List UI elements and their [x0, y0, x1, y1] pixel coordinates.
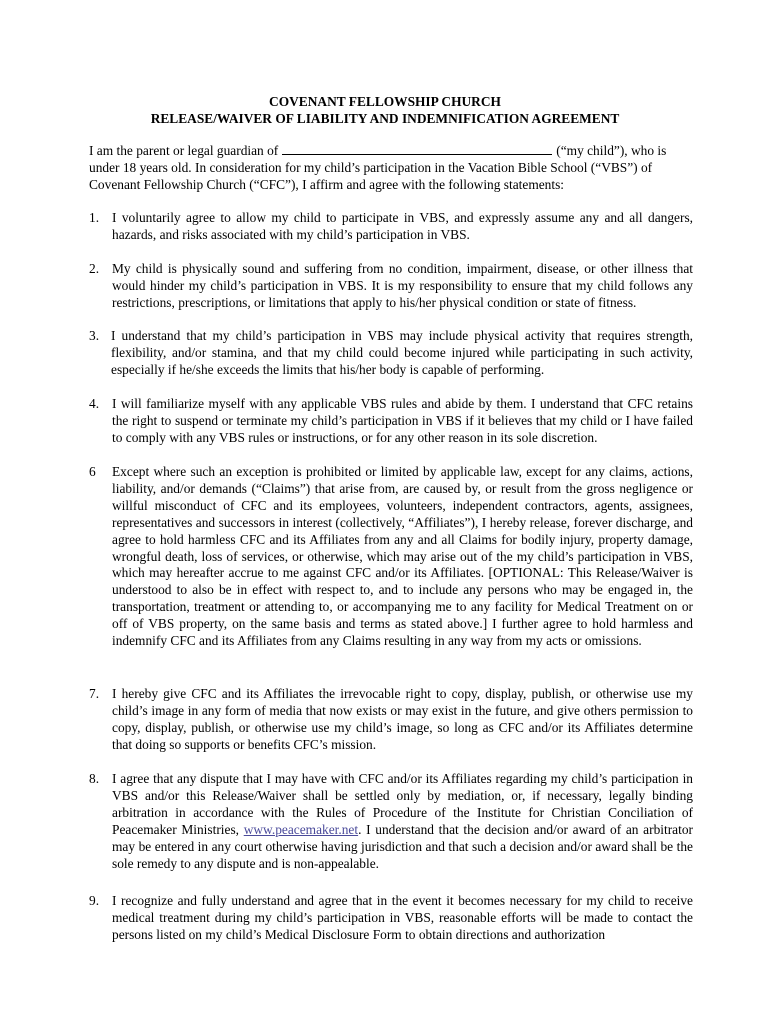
clause-number: 1.: [89, 210, 100, 225]
clause-text: Except where such an exception is prohibited or limited by applicable law, except for any claims, actions, liability, and/or demands (“Claims”) that arise from, are caused by, or result from the gross negligence or willful misconduct of CFC and its employees, volunteers, independent contractors, agents, assignees, representatives and successors in interest (collectively, “Affiliates”), I hereby release, forever discharge, and agree to hold harmless CFC and its Affiliates from any and all Claims for bodily injury, property damage, wrongful death, loss of services, or otherwise, which may arise out of the my child’s participation in VBS, which may hereafter accrue to me against CFC and/or its Affiliates. [OPTIONAL: This Release/Waiver is understood to also be in effect with respect to, and to include any persons who may be engaged in, the transportation, treatment or attending to, or accompanying me to any facility for Medical Treatment on or off of VBS property, on the same basis and terms as stated above.] I further agree to hold harmless and indemnify CFC and its Affiliates from any Claims resulting in any way from my acts or omissions.: [112, 464, 693, 649]
intro-lead-text: I am the parent or legal guardian of: [89, 143, 279, 158]
organization-name: COVENANT FELLOWSHIP CHURCH: [269, 94, 501, 109]
clause-number: 9.: [89, 893, 100, 908]
clause-2: [89, 261, 693, 312]
clause-text: I understand that my child’s participation in VBS may include physical activity that requires strength, flexibility, and/or stamina, and that my child could become injured while participating in such activity, especially if he/she exceeds the limits that his/her body is capable of performing.: [111, 328, 693, 377]
clause-3: [89, 328, 693, 379]
peacemaker-link[interactable]: www.peacemaker.net: [243, 821, 359, 837]
clause-text: I hereby give CFC and its Affiliates the irrevocable right to copy, display, publish, or otherwise use my child’s image in any form of media that now exists or may exist in the future, and give others permission to copy, display, publish, or otherwise use my child’s image, so long as CFC and/or its Affiliates determine that doing so supports or benefits CFC’s mission.: [112, 686, 693, 752]
clause-text: I will familiarize myself with any applicable VBS rules and abide by them. I understand that CFC retains the right to suspend or terminate my child’s participation in VBS if it believes that my child or I have failed to comply with any VBS rules or instructions, or for any other reason in its sole discretion.: [112, 396, 693, 445]
clause-text: My child is physically sound and suffering from no condition, impairment, disease, or other illness that would hinder my child’s participation in VBS. It is my responsibility to ensure that my child follows any restrictions, prescriptions, or limitations that apply to his/her physical condition or state of fitness.: [112, 261, 693, 310]
clause-number: 8.: [89, 771, 100, 786]
document-title: RELEASE/WAIVER OF LIABILITY AND INDEMNIFICATION AGREEMENT: [150, 111, 620, 126]
clause-8-text-after: . I understand that the decision and/or award of an arbitrator may be entered in any court otherwise having jurisdiction and that such a decision and/or award shall be the sole remedy to any dispute and is non-appealable.: [112, 821, 693, 871]
clause-9: [89, 893, 693, 944]
clause-1: [89, 210, 693, 244]
clause-number: 3.: [89, 328, 100, 343]
clause-4: [89, 396, 693, 447]
child-name-blank[interactable]: [282, 142, 552, 155]
intro-rest-text: (“my child”), who is under 18 years old. In consideration for my child’s participation in the Vacation Bible School (“VBS”) of Covenant Fellowship Church (“CFC”), I affirm and agree with the following statements:: [89, 143, 667, 192]
intro-paragraph: [89, 142, 681, 194]
clause-number: 2.: [89, 261, 100, 276]
clause-6: [89, 464, 693, 650]
clause-text: I voluntarily agree to allow my child to participate in VBS, and expressly assume any and all dangers, hazards, and risks associated with my child’s participation in VBS.: [112, 210, 693, 242]
clause-7: [89, 686, 693, 754]
clause-8-text-before: I agree that any dispute that I may have with CFC and/or its Affiliates regarding my child’s participation in VBS and/or this Release/Waiver shall be settled only by mediation, or, if necessary, legally binding arbitration in accordance with the Rules of Procedure of the Institute for Christian Conciliation of Peacemaker Ministries,: [112, 771, 693, 837]
clause-8: [89, 771, 693, 872]
clause-number: 6: [89, 464, 96, 479]
clause-number: 4.: [89, 396, 100, 411]
clause-number: 7.: [89, 686, 100, 701]
clause-text: [112, 771, 693, 872]
clause-text: I recognize and fully understand and agree that in the event it becomes necessary for my child to receive medical treatment during my child’s participation in VBS, reasonable efforts will be made to contact the persons listed on my child’s Medical Disclosure Form to obtain directions and authorization: [112, 893, 693, 942]
